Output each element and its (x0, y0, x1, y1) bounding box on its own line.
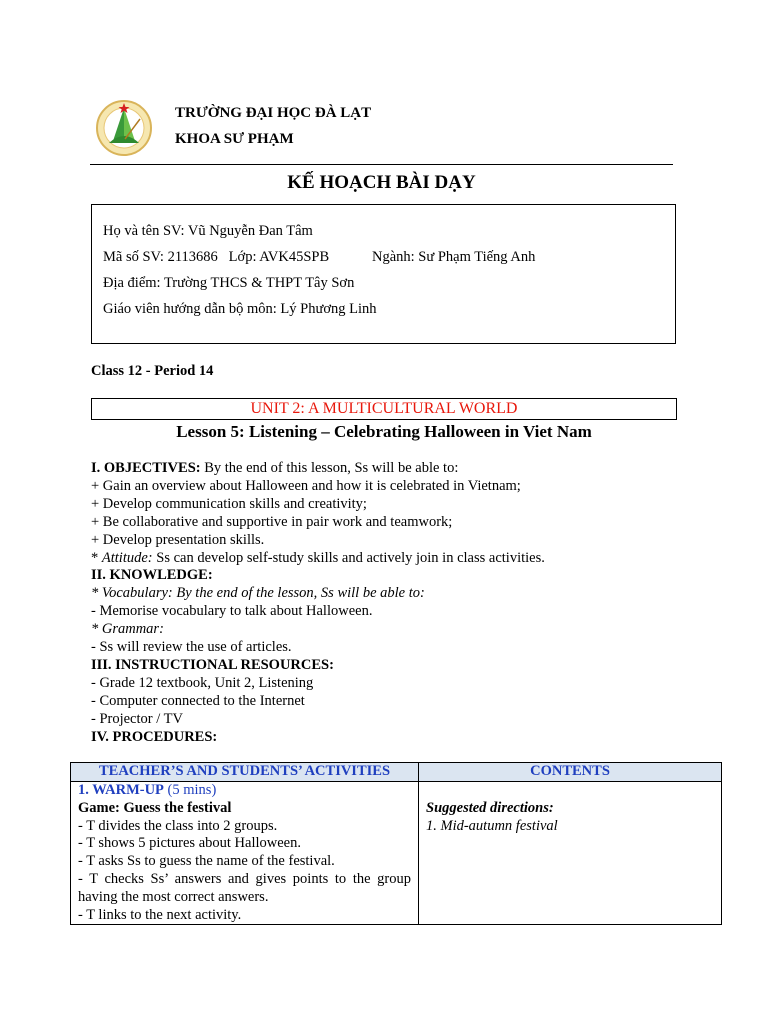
procedures-heading: IV. PROCEDURES: (91, 728, 218, 745)
objectives-intro: By the end of this lesson, Ss will be able to: (200, 460, 459, 476)
activities-column-header: TEACHER’S AND STUDENTS’ ACTIVITIES (71, 763, 419, 782)
activity-step: - T divides the class into 2 groups. (78, 817, 278, 834)
contents-cell (419, 782, 722, 925)
objective-item: + Develop presentation skills. (91, 531, 265, 548)
university-seal-icon (95, 99, 153, 157)
activity-step: - T shows 5 pictures about Halloween. (78, 835, 301, 852)
objective-item: + Be collaborative and supportive in pair work and teamwork; (91, 513, 453, 530)
grammar-label: * Grammar: (91, 621, 164, 638)
stage-heading (78, 782, 411, 800)
game-title: Game: Guess the festival (78, 799, 232, 816)
grammar-item: - Ss will review the use of articles. (91, 639, 292, 656)
vocabulary-item: - Memorise vocabulary to talk about Halloween. (91, 603, 373, 620)
student-major: Ngành: Sư Phạm Tiếng Anh (372, 249, 536, 265)
contents-column-header: CONTENTS (419, 763, 722, 782)
attitude-prefix: * (91, 549, 102, 566)
faculty-name: KHOA SƯ PHẠM (175, 131, 294, 147)
stage-title: 1. WARM-UP (78, 782, 164, 798)
resource-item: - Grade 12 textbook, Unit 2, Listening (91, 674, 314, 691)
suggested-answer: 1. Mid-autumn festival (426, 817, 558, 834)
attitude-label: Attitude: (101, 549, 153, 566)
document-title: KẾ HOẠCH BÀI DẠY (287, 172, 476, 193)
suggested-directions-label: Suggested directions: (426, 799, 554, 816)
teaching-location: Địa điểm: Trường THCS & THPT Tây Sơn (103, 275, 355, 291)
resource-item: - Projector / TV (91, 710, 183, 727)
student-class: Lớp: AVK45SPB (228, 249, 330, 265)
student-name: Họ và tên SV: Vũ Nguyễn Đan Tâm (103, 223, 313, 239)
unit-title: UNIT 2: A MULTICULTURAL WORLD (91, 398, 677, 420)
activity-step: - T checks Ss’ answers and gives points to the group having the most correct answers. (78, 870, 411, 905)
vocabulary-label: * Vocabulary: By the end of the lesson, Ss will be able to: (91, 585, 425, 602)
university-name: TRƯỜNG ĐẠI HỌC ĐÀ LẠT (175, 105, 372, 121)
attitude-text: Ss can develop self-study skills and actively join in class activities. (152, 549, 545, 566)
student-info-box (91, 204, 676, 344)
activities-cell (71, 782, 419, 925)
table-header-row (71, 763, 722, 782)
resource-item: - Computer connected to the Internet (91, 692, 305, 709)
supervisor: Giáo viên hướng dẫn bộ môn: Lý Phương Linh (103, 301, 377, 317)
activity-step: - T asks Ss to guess the name of the festival. (78, 853, 335, 870)
objective-item: + Gain an overview about Halloween and how it is celebrated in Vietnam; (91, 477, 521, 494)
attitude-line (91, 550, 691, 568)
resources-heading: III. INSTRUCTIONAL RESOURCES: (91, 656, 334, 673)
table-row (71, 782, 722, 925)
student-id: Mã số SV: 2113686 (103, 249, 218, 265)
stage-time: (5 mins) (163, 782, 217, 798)
student-id-line (103, 249, 329, 266)
header-divider (90, 164, 673, 165)
lesson-body (91, 460, 691, 747)
objectives-heading: I. OBJECTIVES: (91, 460, 201, 476)
class-period: Class 12 - Period 14 (91, 363, 214, 379)
objective-item: + Develop communication skills and creativity; (91, 495, 367, 512)
lesson-title: Lesson 5: Listening – Celebrating Halloween in Viet Nam (176, 422, 592, 441)
procedures-table (70, 762, 722, 925)
activity-step: - T links to the next activity. (78, 906, 242, 923)
objectives-line (91, 460, 691, 478)
knowledge-heading: II. KNOWLEDGE: (91, 567, 213, 584)
